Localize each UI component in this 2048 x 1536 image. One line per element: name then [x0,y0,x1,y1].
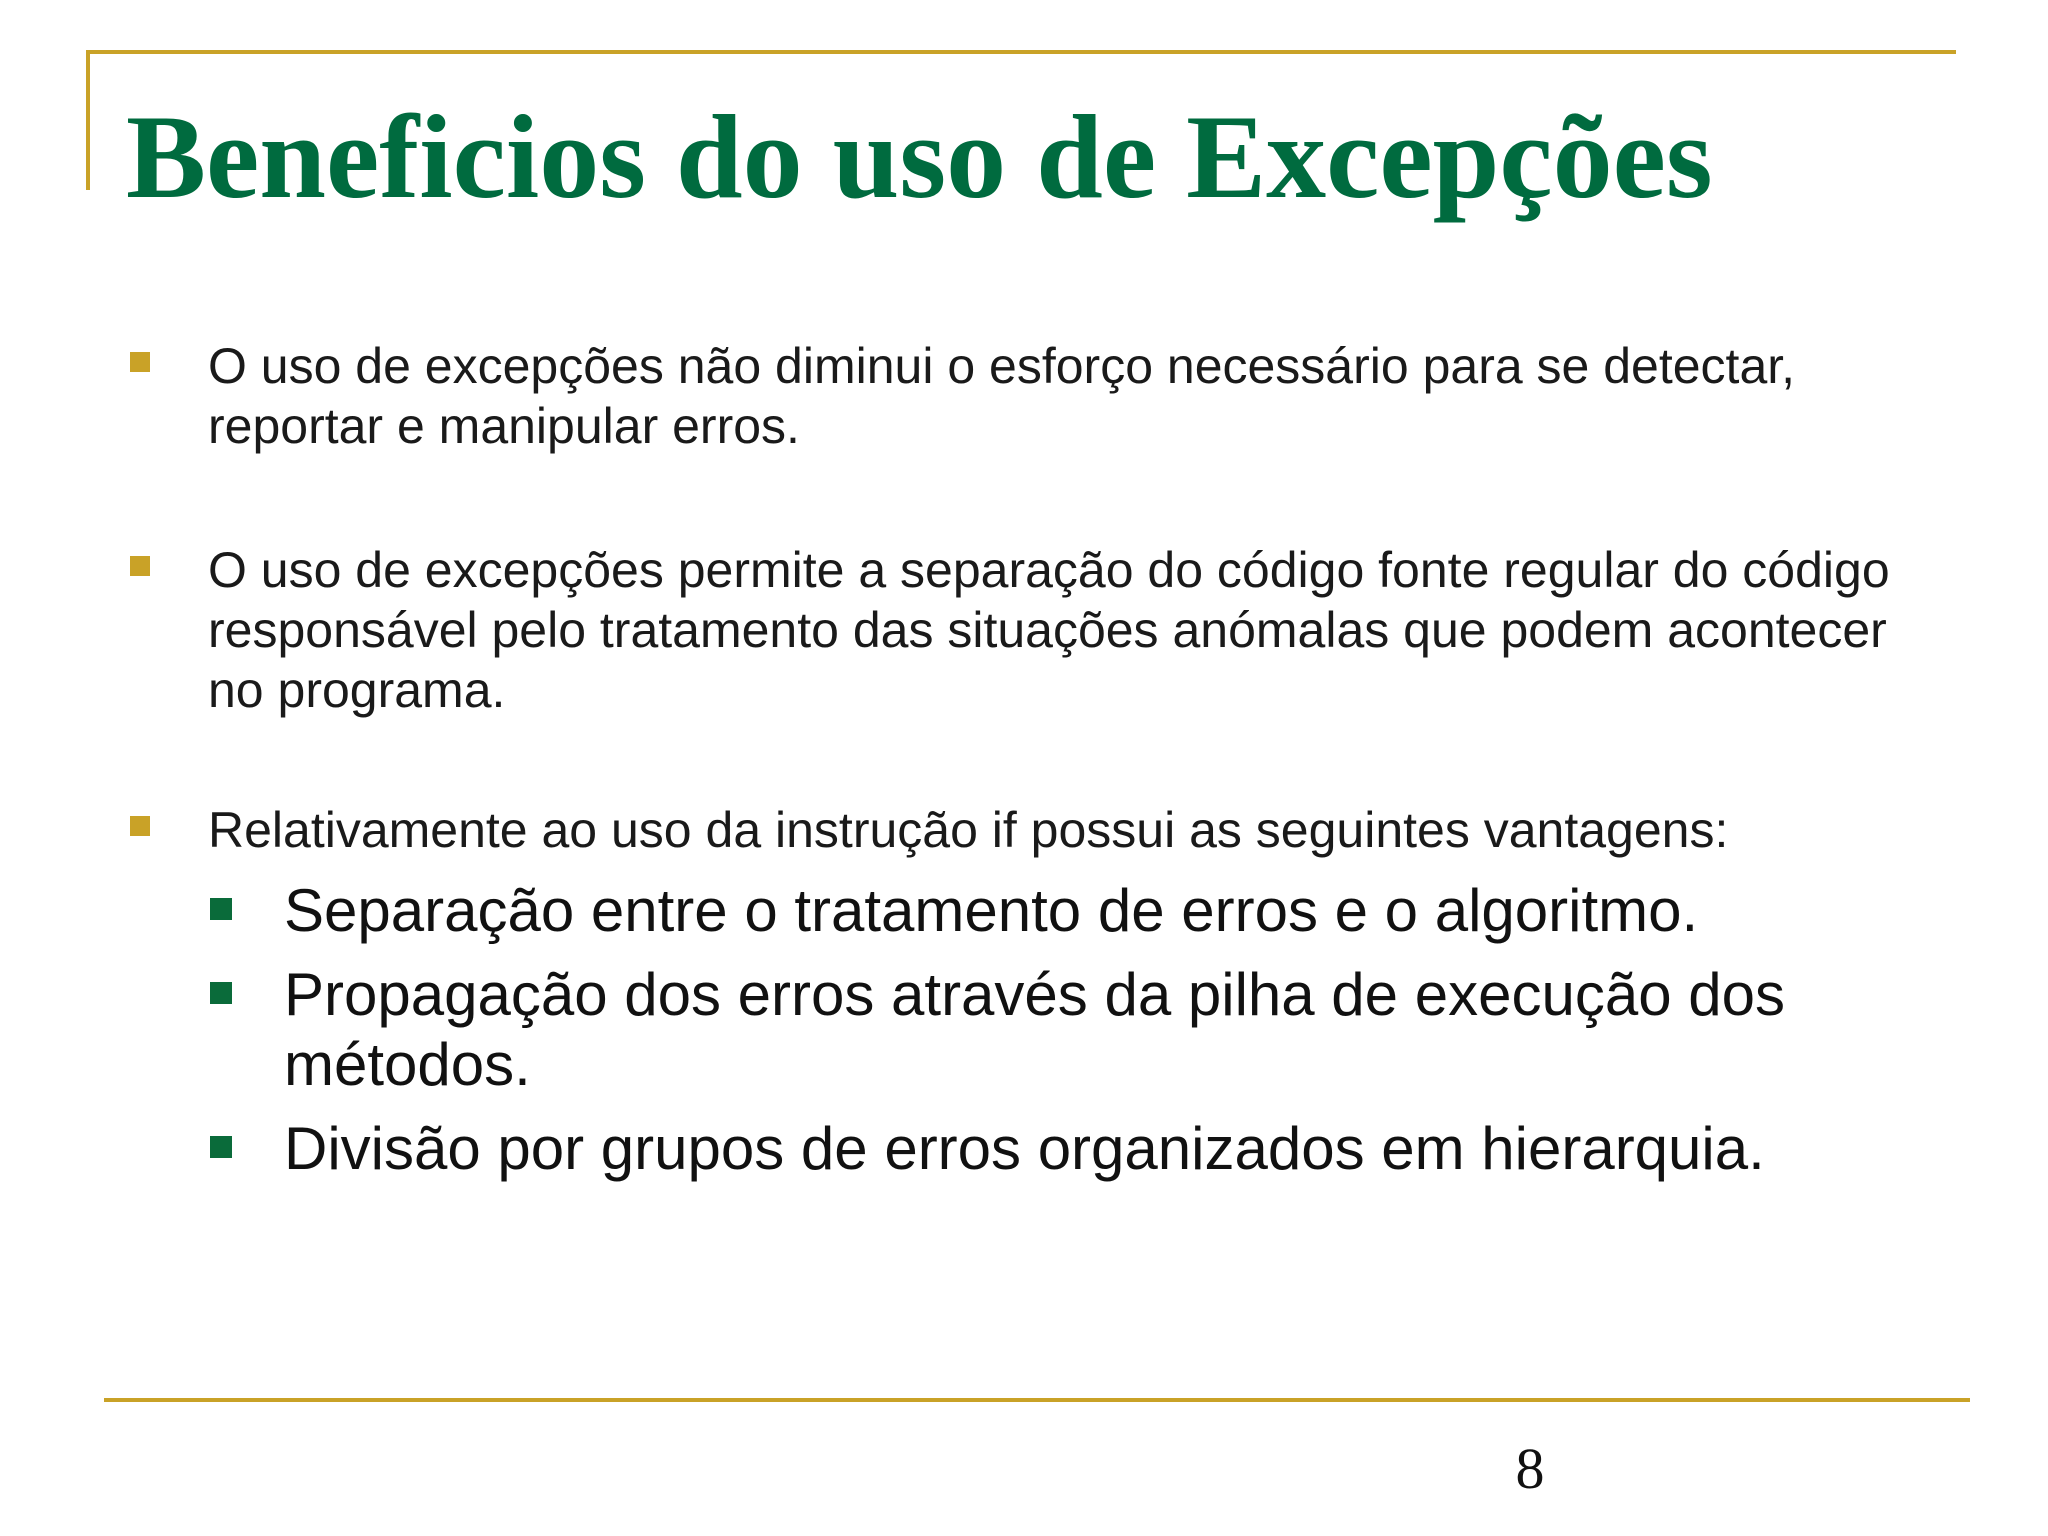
sub-bullet-item [210,876,1910,946]
square-bullet-icon [130,816,150,836]
square-bullet-icon [210,1136,232,1158]
bullet-item [130,336,1890,456]
top-rule [86,50,1956,54]
sub-bullet-text: Separação entre o tratamento de erros e o algoritmo. [284,877,1699,944]
page-number: 8 [1515,1436,1545,1501]
sub-bullet-text: Divisão por grupos de erros organizados em hierarquia. [284,1115,1765,1182]
sub-bullet-text: Propagação dos erros através da pilha de execução dos métodos. [284,961,1785,1098]
slide-title: Beneficios do uso de Excepções [126,90,1713,223]
left-rule [86,50,90,190]
bullet-item [130,540,1890,720]
sub-bullet-item [210,960,1890,1100]
bullet-text: O uso de excepções não diminui o esforço necessário para se detectar, reportar e manipular erros. [208,338,1796,454]
bullet-text: Relativamente ao uso da instrução if possui as seguintes vantagens: [208,802,1729,858]
square-bullet-icon [210,898,232,920]
sub-bullet-item [210,1114,1910,1184]
bullet-item [130,800,1930,860]
bullet-text: O uso de excepções permite a separação do código fonte regular do código responsável pelo tratamento das situações anómalas que podem acontecer no programa. [208,542,1890,718]
square-bullet-icon [130,556,150,576]
bottom-rule [104,1398,1970,1402]
square-bullet-icon [130,352,150,372]
square-bullet-icon [210,982,232,1004]
